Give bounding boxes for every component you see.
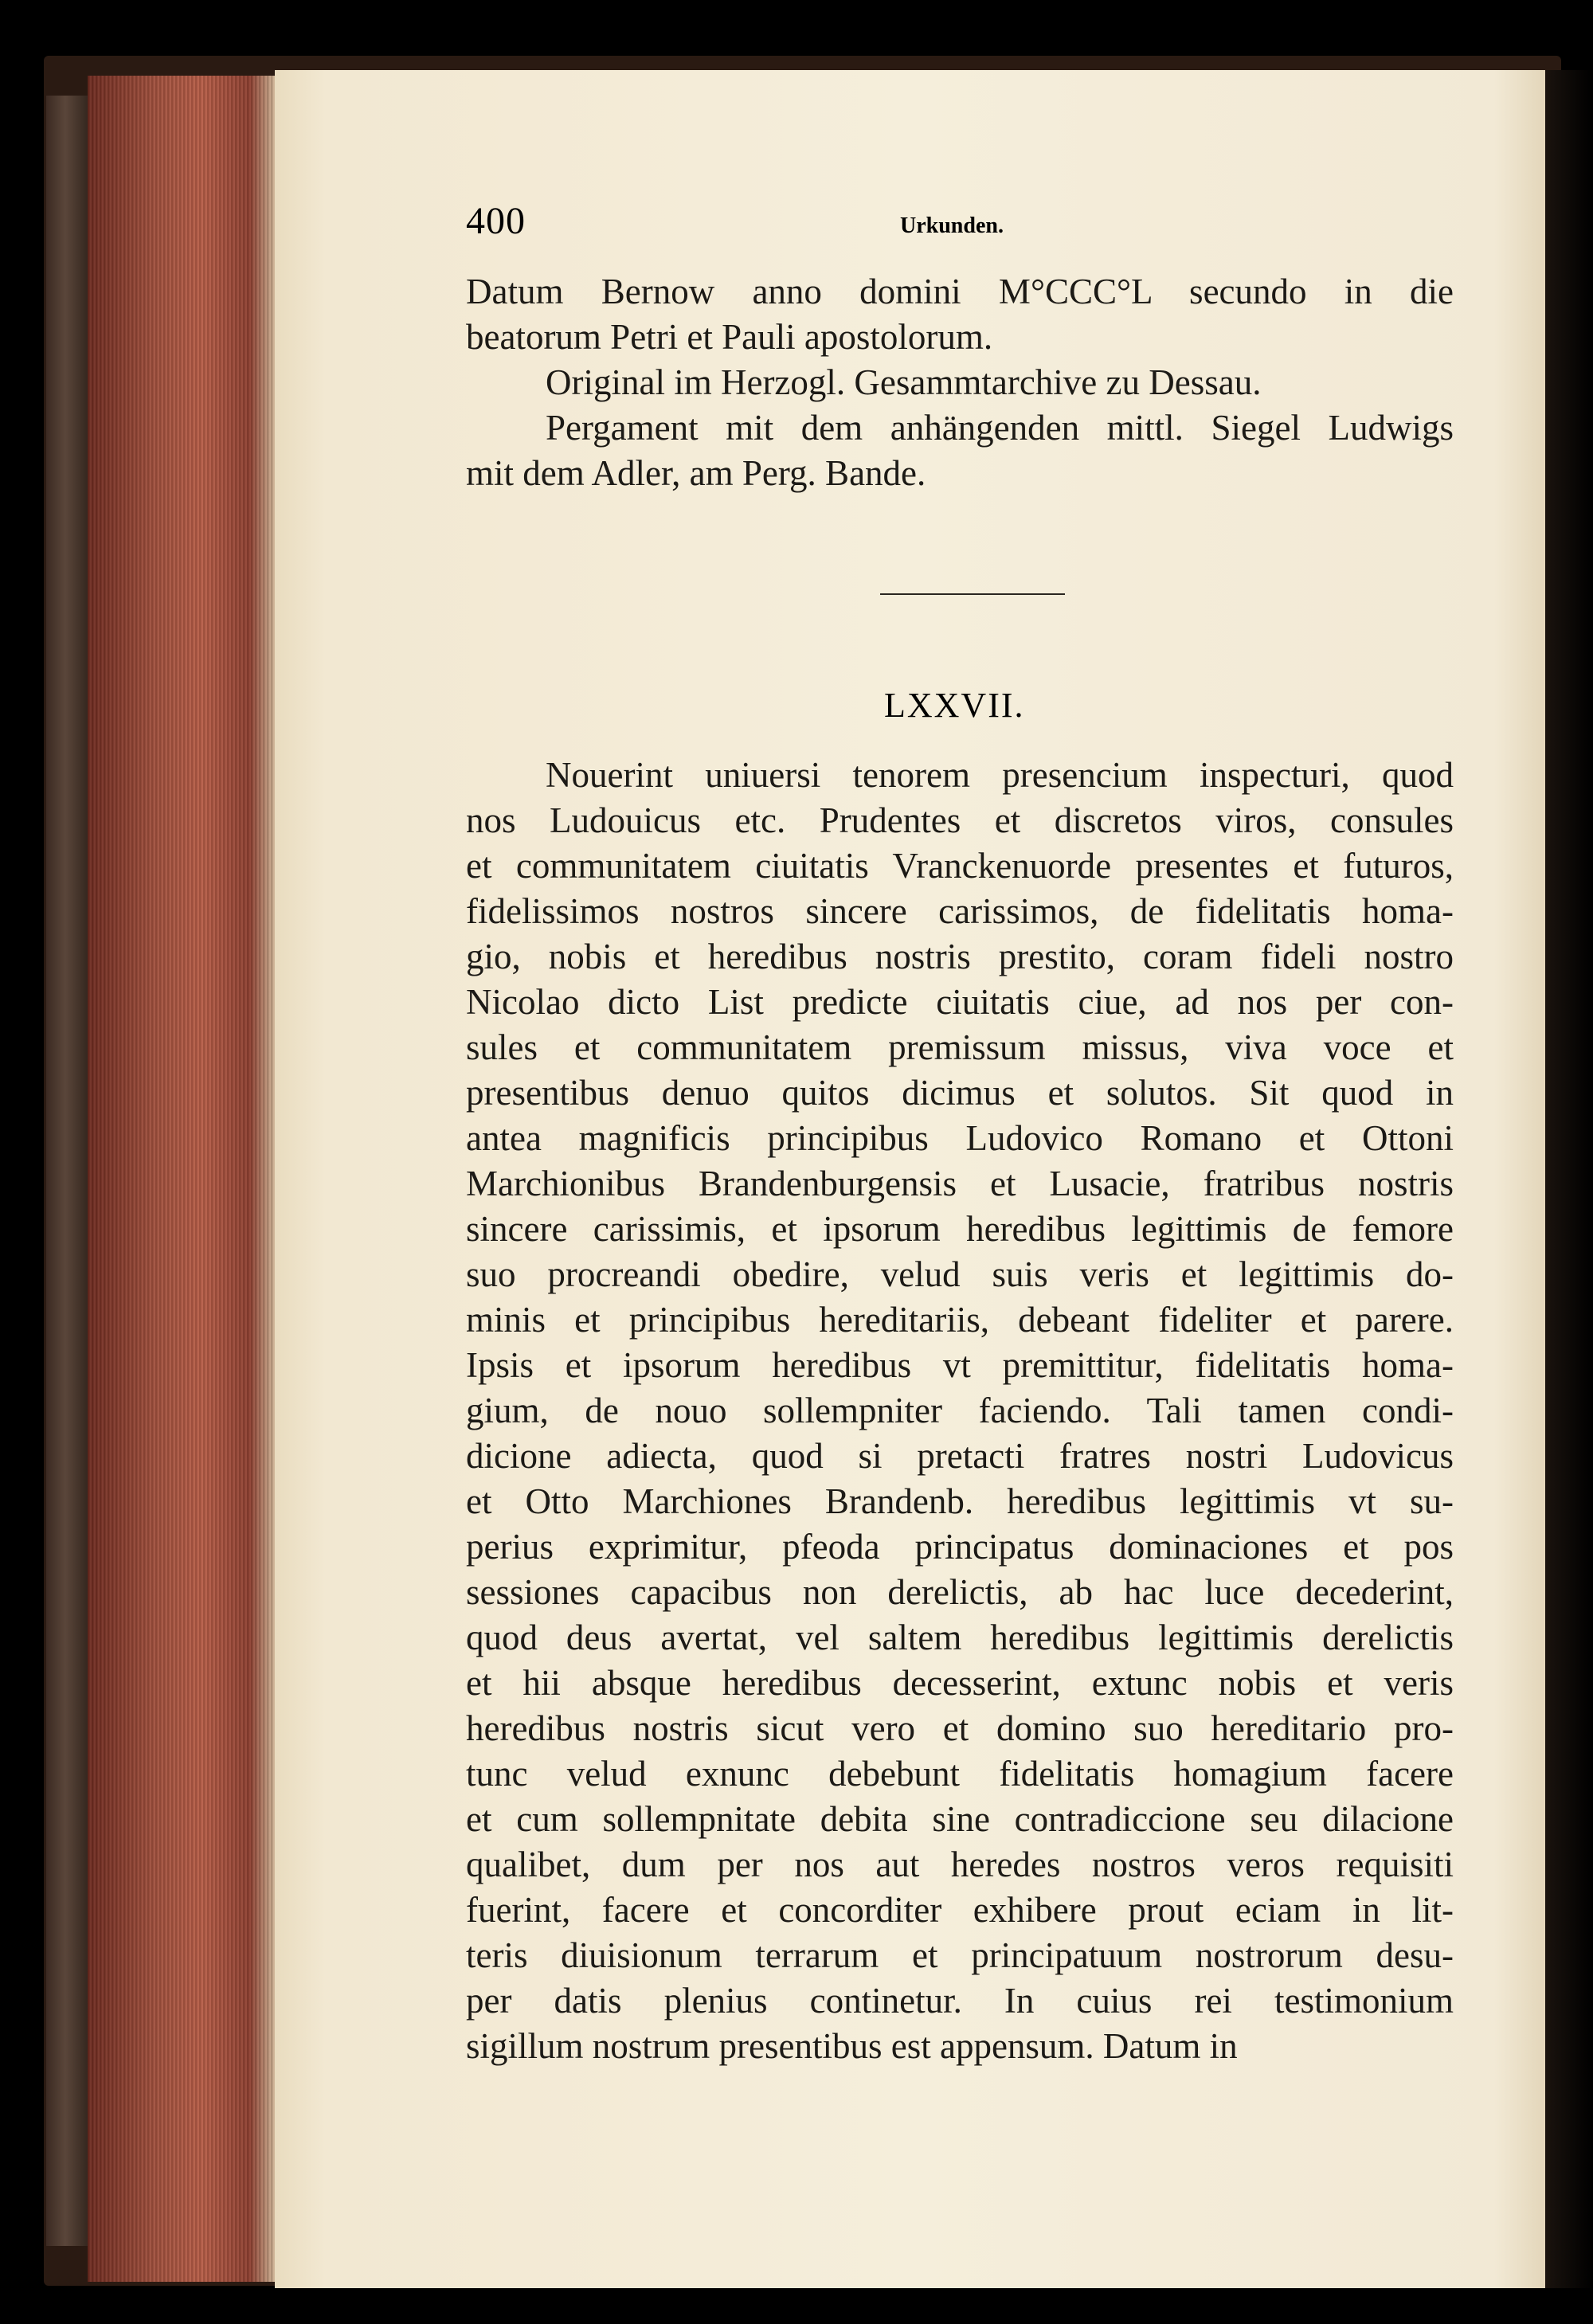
archive-note xyxy=(466,360,1454,405)
seal-note xyxy=(466,405,1454,496)
text-line: Nouerint uniuersi tenorem presencium inspecturi, quod xyxy=(546,755,1454,795)
text-line: gio, nobis et heredibus nostris prestito, coram fideli nostro xyxy=(466,937,1454,976)
text-line: teris diuisionum terrarum et principatuum nostrorum desu- xyxy=(466,1935,1454,1975)
page-edges xyxy=(88,76,279,2282)
text-line: fuerint, facere et concorditer exhibere prout eciam in lit- xyxy=(466,1890,1454,1930)
text-line: perius exprimitur, pfeoda principatus dominaciones et pos xyxy=(466,1527,1454,1567)
text-line: quod deus avertat, vel saltem heredibus legittimis derelictis xyxy=(466,1618,1454,1657)
text-line: Ipsis et ipsorum heredibus vt premittitur, fidelitatis homa- xyxy=(466,1345,1454,1385)
closing-paragraph xyxy=(466,269,1454,360)
text-line: et Otto Marchiones Brandenb. heredibus legittimis vt su- xyxy=(466,1481,1454,1521)
page-gutter xyxy=(1545,70,1593,2288)
text-line: fidelissimos nostros sincere carissimos, de fidelitatis homa- xyxy=(466,891,1454,931)
text-line: gium, de nouo sollempniter faciendo. Tali tamen condi- xyxy=(466,1391,1454,1430)
text-line: presentibus denuo quitos dicimus et solutos. Sit quod in xyxy=(466,1073,1454,1113)
book-cover-board xyxy=(46,96,94,2246)
text-line: heredibus nostris sicut vero et domino suo hereditario pro- xyxy=(466,1708,1454,1748)
text-line: Datum Bernow anno domini M°CCC°L secundo in die xyxy=(466,272,1454,311)
section-divider xyxy=(880,593,1065,595)
text-line: per datis plenius continetur. In cuius rei testimonium xyxy=(466,1981,1454,2021)
text-line: et hii absque heredibus decesserint, extunc nobis et veris xyxy=(466,1663,1454,1703)
charter-text xyxy=(466,753,1454,2069)
text-line: nos Ludouicus etc. Prudentes et discretos viros, consules xyxy=(466,800,1454,840)
text-line: Pergament mit dem anhängenden mittl. Siegel Ludwigs xyxy=(546,408,1454,448)
text-line: Nicolao dicto List predicte ciuitatis ciue, ad nos per con- xyxy=(466,982,1454,1022)
text-line: Original im Herzogl. Gesammtarchive zu Dessau. xyxy=(546,362,1262,402)
text-line: qualibet, dum per nos aut heredes nostros veros requisiti xyxy=(466,1845,1454,1884)
running-title: Urkunden. xyxy=(900,213,1004,238)
text-line: sessiones capacibus non derelictis, ab hac luce decederint, xyxy=(466,1572,1454,1612)
text-line: dicione adiecta, quod si pretacti fratres nostri Ludovicus xyxy=(466,1436,1454,1476)
text-line: et communitatem ciuitatis Vranckenuorde presentes et futuros, xyxy=(466,846,1454,886)
text-line: minis et principibus hereditariis, debeant fideliter et parere. xyxy=(466,1300,1454,1340)
text-line: sules et communitatem premissum missus, viva voce et xyxy=(466,1027,1454,1067)
text-line: Marchionibus Brandenburgensis et Lusacie, fratribus nostris xyxy=(466,1164,1454,1203)
text-line: sincere carissimis, et ipsorum heredibus legittimis de femore xyxy=(466,1209,1454,1249)
text-line: suo procreandi obedire, velud suis veris et legittimis do- xyxy=(466,1254,1454,1294)
text-line: tunc velud exnunc debebunt fidelitatis homagium facere xyxy=(466,1754,1454,1794)
text-line: beatorum Petri et Pauli apostolorum. xyxy=(466,317,993,357)
document-number: LXXVII. xyxy=(884,686,1025,725)
page-number: 400 xyxy=(466,200,526,242)
text-line: et cum sollempnitate debita sine contradiccione seu dilacione xyxy=(466,1799,1454,1839)
text-line: sigillum nostrum presentibus est appensum. Datum in xyxy=(466,2026,1238,2066)
text-line: antea magnificis principibus Ludovico Romano et Ottoni xyxy=(466,1118,1454,1158)
running-head xyxy=(466,199,1454,247)
text-line: mit dem Adler, am Perg. Bande. xyxy=(466,453,926,493)
